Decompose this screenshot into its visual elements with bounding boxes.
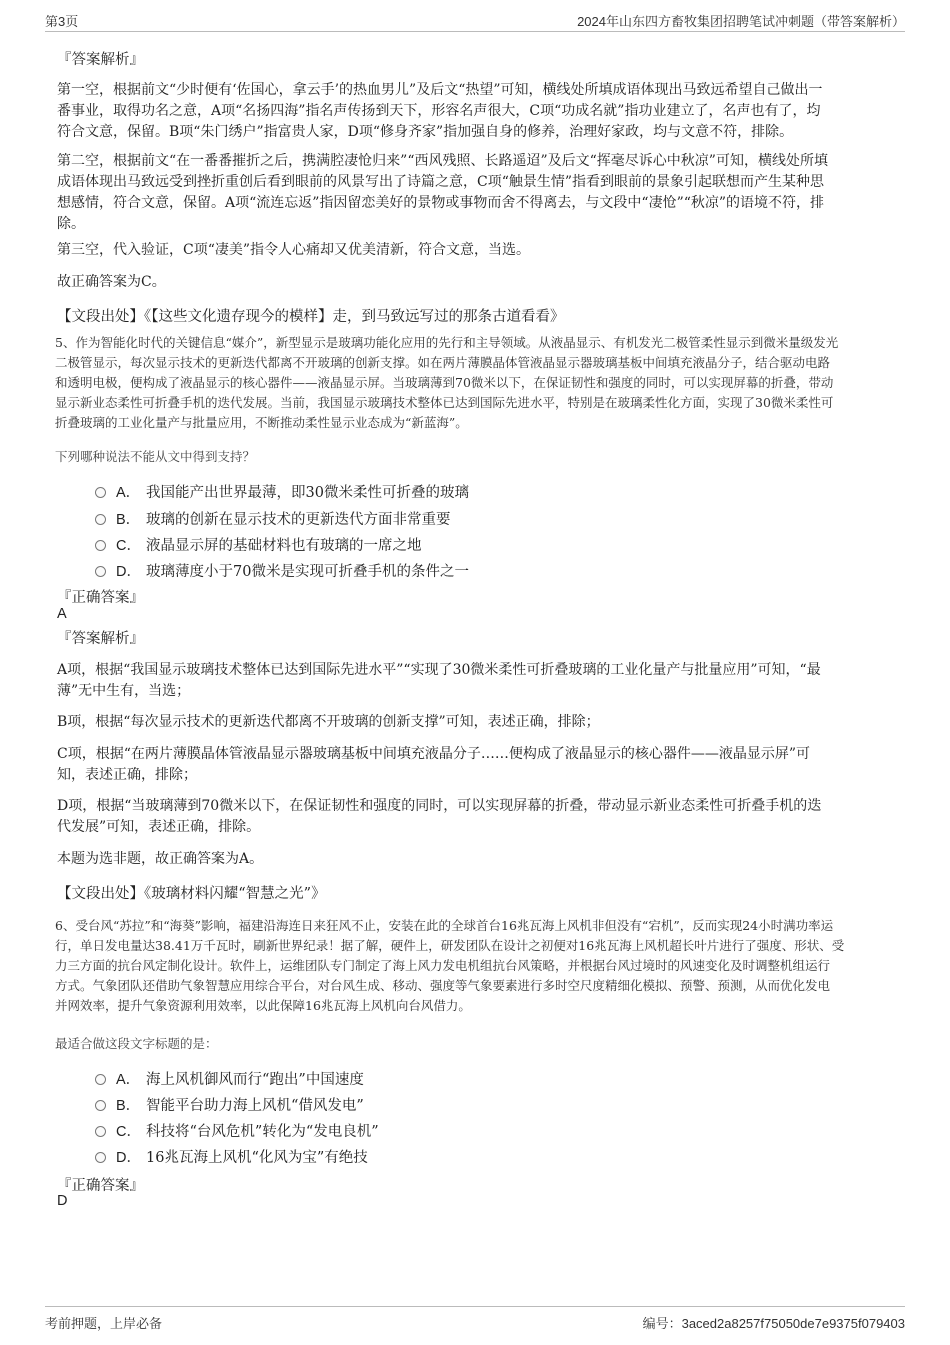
radio-icon[interactable] xyxy=(95,566,106,577)
document-title: 2024年山东四方畜牧集团招聘笔试冲刺题（带答案解析） xyxy=(577,14,905,29)
analysis-option-b: B项，根据“每次显示技术的更新迭代都离不开玻璃的创新支撑”可知，表述正确，排除； xyxy=(57,714,600,730)
correct-answer-label: 『正确答案』 xyxy=(57,590,144,606)
question-6-option-d[interactable]: D． 16兆瓦海上风机“化风为宝”有绝技 xyxy=(95,1146,368,1168)
analysis-conclusion: 本题为选非题，故正确答案为A。 xyxy=(57,851,264,867)
question-6-option-b[interactable]: B． 智能平台助力海上风机“借风发电” xyxy=(95,1094,364,1116)
text-source: 【文段出处】《【这些文化遗存现今的模样】走，到马致远写过的那条古道看看》 xyxy=(57,309,565,325)
question-5-option-d[interactable]: D． 玻璃薄度小于70微米是实现可折叠手机的条件之一 xyxy=(95,560,469,582)
correct-answer-label: 『正确答案』 xyxy=(57,1178,144,1194)
question-6-prompt: 最适合做这段文字标题的是： xyxy=(55,1036,218,1051)
question-6-option-a[interactable]: A． 海上风机御风而行“跑出”中国速度 xyxy=(95,1068,364,1090)
radio-icon[interactable] xyxy=(95,514,106,525)
analysis-option-d: D项，根据“当玻璃薄到70微米以下，在保证韧性和强度的同时，可以实现屏幕的折叠，带动显示新业态柔性可折叠手机的迭 代发展”可知，表述正确，排除。 xyxy=(57,798,822,835)
analysis-option-a: A项，根据“我国显示玻璃技术整体已达到国际先进水平”“实现了30微米柔性可折叠玻璃的工业化量产与批量应用”可知，“最 薄”无中生有，当选； xyxy=(57,662,821,699)
footer-slogan: 考前押题，上岸必备 xyxy=(45,1316,163,1331)
page-header xyxy=(45,9,905,32)
analysis-label: 『答案解析』 xyxy=(57,631,144,647)
analysis-paragraph-2: 第二空，根据前文“在一番番摧折之后，携满腔凄怆归来”“西风残照、长路遥迢”及后文“挥毫尽诉心中秋凉”可知，横线处所填 成语体现出马致远受到挫折重创后看到眼前的风景写出了诗篇之意，C项“触景生情”指看到眼前的景象引起联想而产生某种思 想感情，符合文意，保留。A项“流连忘返”指因留恋美好的景物或事物而舍不得离去，与文段中“凄怆”“秋凉”的语境不符，排 除。 xyxy=(57,153,828,232)
analysis-label: 『答案解析』 xyxy=(57,52,144,68)
radio-icon[interactable] xyxy=(95,1074,106,1085)
correct-answer-value: D xyxy=(57,1193,68,1209)
text-source: 【文段出处】《玻璃材料闪耀“智慧之光”》 xyxy=(57,886,326,902)
analysis-conclusion: 故正确答案为C。 xyxy=(57,274,166,290)
page-footer xyxy=(45,1306,905,1329)
analysis-paragraph-1: 第一空，根据前文“少时便有‘佐国心，拿云手’的热血男儿”及后文“热望”可知，横线处所填成语体现出马致远希望自己做出一 番事业，取得功名之意，A项“名扬四海”指名声传扬到天下，形容名声很大，C项“功成名就”指功业建立了，名声也有了，均 符合文意，保留。B项“朱门绣户”指富贵人家，D项“修身齐家”指加强自身的修养，治理好家政，均与文意不符，排除。 xyxy=(57,82,823,140)
radio-icon[interactable] xyxy=(95,540,106,551)
document-id: 编号：3aced2a8257f75050de7e9375f079403 xyxy=(642,1316,905,1331)
correct-answer-value: A xyxy=(57,606,67,622)
question-5-option-b[interactable]: B． 玻璃的创新在显示技术的更新迭代方面非常重要 xyxy=(95,508,451,530)
page-number: 第3页 xyxy=(45,14,79,29)
question-6-option-c[interactable]: C． 科技将“台风危机”转化为“发电良机” xyxy=(95,1120,379,1142)
analysis-option-c: C项，根据“在两片薄膜晶体管液晶显示器玻璃基板中间填充液晶分子……便构成了液晶显示的核心器件——液晶显示屏”可 知，表述正确，排除； xyxy=(57,746,811,783)
question-5-stem: 5、作为智能化时代的关键信息“媒介”，新型显示是玻璃功能化应用的先行和主导领域。从液晶显示、有机发光二极管柔性显示到微米量级发光 二极管显示，每次显示技术的更新迭代都离不开玻璃的创新支撑。如在两片薄膜晶体管液晶显示器玻璃基板中间填充液晶分子，结合驱动电路 和透明电极，便构成了液晶显示的核心器件——液晶显示屏。当玻璃薄到70微米以下，在保证韧性和强度的同时，可以实现屏幕的折叠，带动 显示新业态柔性可折叠手机的迭代发展。当前，我国显示玻璃技术整体已达到国际先进水平，特别是在玻璃柔性化方面，实现了30微米柔性可 折叠玻璃的工业化量产与批量应用，不断推动柔性显示业态成为“新蓝海”。 xyxy=(55,335,839,430)
radio-icon[interactable] xyxy=(95,1152,106,1163)
radio-icon[interactable] xyxy=(95,1126,106,1137)
analysis-paragraph-3: 第三空，代入验证，C项“凄美”指令人心痛却又优美清新，符合文意，当选。 xyxy=(57,242,531,258)
question-6-stem: 6、受台风“苏拉”和“海葵”影响，福建沿海连日来狂风不止，安装在此的全球首台16兆瓦海上风机非但没有“宕机”，反而实现24小时满功率运 行，单日发电量达38.41万千瓦时，刷新世界纪录！据了解，硬件上，研发团队在设计之初便对16兆瓦海上风机超长叶片进行了强度、形状、受 力三方面的抗台风定制化设计。软件上，运维团队专门制定了海上风力发电机组抗台风策略，并根据台风过境时的风速变化及时调整机组运行 方式。气象团队还借助气象智慧应用综合平台，对台风生成、移动、强度等气象要素进行多时空尺度精细化模拟、预警、预测，从而优化发电 并网效率，提升气象资源利用效率，以此保障16兆瓦海上风机向台风借力。 xyxy=(55,918,845,1013)
question-5-prompt: 下列哪种说法不能从文中得到支持？ xyxy=(55,449,256,464)
question-5-option-a[interactable]: A． 我国能产出世界最薄，即30微米柔性可折叠的玻璃 xyxy=(95,481,469,503)
radio-icon[interactable] xyxy=(95,1100,106,1111)
radio-icon[interactable] xyxy=(95,487,106,498)
question-5-option-c[interactable]: C． 液晶显示屏的基础材料也有玻璃的一席之地 xyxy=(95,534,422,556)
